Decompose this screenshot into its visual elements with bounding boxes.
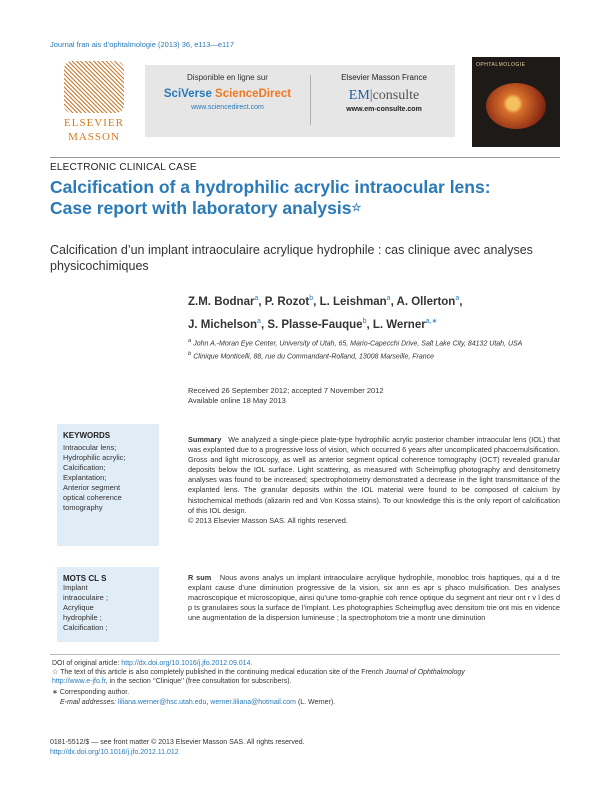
authors-line-2: J. Michelson$^a$, S. Plasse-Fauque$^b$, L. Werner$^{a,∗}$ <box>188 317 438 331</box>
authors-line-1: Z.M. Bodnar$^a$, P. Rozot$^b$, L. Leishman$^a$, A. Ollerton$^a$, <box>188 295 463 308</box>
sciencedirect-block <box>145 73 310 111</box>
keyword-item: tomography <box>63 503 103 512</box>
title-footnote-star[interactable]: ☆ <box>351 202 362 214</box>
online-date: Available online 18 May 2013 <box>188 396 286 405</box>
issn-line: 0181-5512/$ — see front matter © 2013 Elsevier Masson SAS. All rights reserved. <box>50 739 305 746</box>
article-title <box>50 177 560 219</box>
footnote-star: ☆ The text of this article is also completely published in the continuing medical education site of the French Journal of Ophthalmology http://www.e-jfo.fr, in the section ‘‘Clinique’’ (free consultation for subscribers). <box>52 669 465 685</box>
mot-cle-item: Acrylique <box>63 603 94 612</box>
author-name[interactable]: Z.M. Bodnar <box>188 295 255 308</box>
email-link[interactable]: liliana.werner@hsc.utah.edu <box>117 699 207 706</box>
summary-text: We analyzed a single-piece plate-type hydrophilic acrylic posterior chamber intraocular lens (IOL) that was explanted due to a progressive loss of vision, which occurred 6 years after uncomplicated phacoemulsification. Gross and light microscopy, as well as anterior segment optical coherence tomography (OCT) revealed granular deposits below the IOL surface. Light scattering, as measured with Scheimpflug photography and densitometry analyses was found to be increased; spectrophotometry demonstrated a decrease in the light transmittance of the explanted lens. The granular deposits within the IOL material were found to be composed of calcium by histochemical methods (alizarin red and Von Kossa stains). To our knowledge this is the only report of calcification of this IOL design. <box>188 435 560 515</box>
mot-cle-item: hydrophile ; <box>63 613 102 622</box>
sd-available-text: Disponible en ligne sur <box>187 73 268 82</box>
footnote-doi: DOI of original article: http://dx.doi.org/10.1016/j.jfo.2012.09.014. <box>52 660 253 667</box>
keywords-box <box>57 424 159 546</box>
masson-wordmark: MASSON <box>68 131 120 143</box>
tree-icon <box>64 61 124 113</box>
issn-block <box>50 738 305 758</box>
author-list <box>188 289 560 335</box>
author-name[interactable]: L. Leishman <box>319 295 387 308</box>
availability-panel <box>145 65 455 137</box>
keyword-item: Hydrophilic acrylic; <box>63 453 126 462</box>
keyword-item: Calcification; <box>63 463 106 472</box>
author-affil: b <box>309 295 314 302</box>
footnote-corresponding: ∗ Corresponding author. <box>52 689 130 696</box>
author-affil: a <box>257 317 261 325</box>
author-name[interactable]: S. Plasse-Fauque <box>267 318 363 331</box>
journal-reference: Journal fran ais d’ophtalmologie (2013) 36, e113—e117 <box>50 40 235 49</box>
author-name[interactable]: A. Ollerton <box>396 295 456 308</box>
affiliation-a: $^a$ John A.-Moran Eye Center, University of Utah, 65, Mario-Capecchi Drive, Salt Lake City, 84132 Utah, USA <box>188 338 523 348</box>
summary-copyright: © 2013 Elsevier Masson SAS. All rights reserved. <box>188 515 348 525</box>
emconsulte-block <box>313 73 455 113</box>
elsevier-wordmark: ELSEVIER <box>64 117 124 129</box>
author-affil: a <box>254 295 259 302</box>
author-name[interactable]: L. Werner <box>372 318 426 331</box>
resume-text: Nous avons analys un implant intraoculaire acrylique hydrophile, monobloc trois haptiques, qui a d tre explant cause d’une diminution progressive de la vision, six ann es apr s phaco mulsification. Des analyses macroscopique et microscopique, ainsi qu’une tomo-graphie coh rence optique du segment ant rieur ont r v l des d p ts granulaires sous la surface de l’implant. Les photographies Scheimpflug avec densitom trie ont mis en vidence une augmentation de la dispersion lumineuse ; la spectrophotom trie a montr une diminution <box>188 573 560 623</box>
affiliations <box>188 336 560 363</box>
resume-label: R sum <box>188 573 212 582</box>
author-affil: a <box>455 295 460 302</box>
emconsulte-link[interactable]: www.em-consulte.com <box>346 106 422 113</box>
article-category: ELECTRONIC CLINICAL CASE <box>50 162 197 173</box>
author-name[interactable]: J. Michelson <box>188 318 258 331</box>
title-line-1: Calcification of a hydrophilic acrylic intraocular lens: <box>50 177 491 197</box>
mot-cle-item: Calcification ; <box>63 623 108 632</box>
mots-cles-box <box>57 567 159 642</box>
mot-cle-item: Implant <box>63 583 88 592</box>
received-date: Received 26 September 2012; accepted 7 November 2012 <box>188 386 384 395</box>
article-doi-link[interactable]: http://dx.doi.org/10.1016/j.jfo.2012.11.012 <box>50 749 179 756</box>
retina-image <box>486 83 546 129</box>
title-line-2: Case report with laboratory analysis☆ <box>50 198 362 218</box>
journal-cover <box>472 57 560 147</box>
sciencedirect-link[interactable]: www.sciencedirect.com <box>191 104 264 111</box>
original-doi-link[interactable]: http://dx.doi.org/10.1016/j.jfo.2012.09.014. <box>121 660 253 667</box>
footnote-rule <box>50 654 560 655</box>
affiliation-b: $^b$ Clinique Monticelli, 88, rue du Commandant-Rolland, 13008 Marseille, France <box>188 351 435 361</box>
emconsulte-name: EM|consulte <box>348 88 420 103</box>
elsevier-logo <box>50 57 138 147</box>
ejfo-link[interactable]: http://www.e-jfo.fr <box>52 678 106 685</box>
article-dates <box>188 386 560 406</box>
footnote-emails: E-mail addresses: liliana.werner@hsc.utah.edu, werner.liliana@hotmail.com (L. Werner). <box>60 699 336 706</box>
em-publisher-text: Elsevier Masson France <box>341 73 427 82</box>
keyword-item: Anterior segment <box>63 483 121 492</box>
mots-cles-title: MOTS CL S <box>63 574 107 583</box>
publisher-banner <box>50 57 560 147</box>
summary-label: Summary <box>188 435 222 444</box>
email-link[interactable]: werner.liliana@hotmail.com <box>210 699 296 706</box>
header-rule <box>50 157 560 158</box>
author-name[interactable]: P. Rozot <box>264 295 310 308</box>
keyword-item: Intraocular lens; <box>63 443 117 452</box>
english-abstract <box>188 435 560 526</box>
author-affil: a,∗ <box>425 317 438 325</box>
author-affil: a <box>386 295 391 302</box>
author-affil: b <box>362 317 367 325</box>
footnote-star-symbol: ☆ <box>52 669 59 676</box>
panel-divider <box>310 75 311 125</box>
keyword-item: Explantation; <box>63 473 107 482</box>
keywords-title: KEYWORDS <box>63 431 111 440</box>
keyword-item: optical coherence <box>63 493 122 502</box>
french-title: Calcification d’un implant intraoculaire acrylique hydrophile : cas clinique avec analyses physicochimiques <box>50 243 533 273</box>
mot-cle-item: intraoculaire ; <box>63 593 109 602</box>
cover-title: OPHTALMOLOGIE <box>476 62 526 68</box>
french-abstract <box>188 573 560 648</box>
sciencedirect-name: SciVerse ScienceDirect <box>163 88 292 100</box>
